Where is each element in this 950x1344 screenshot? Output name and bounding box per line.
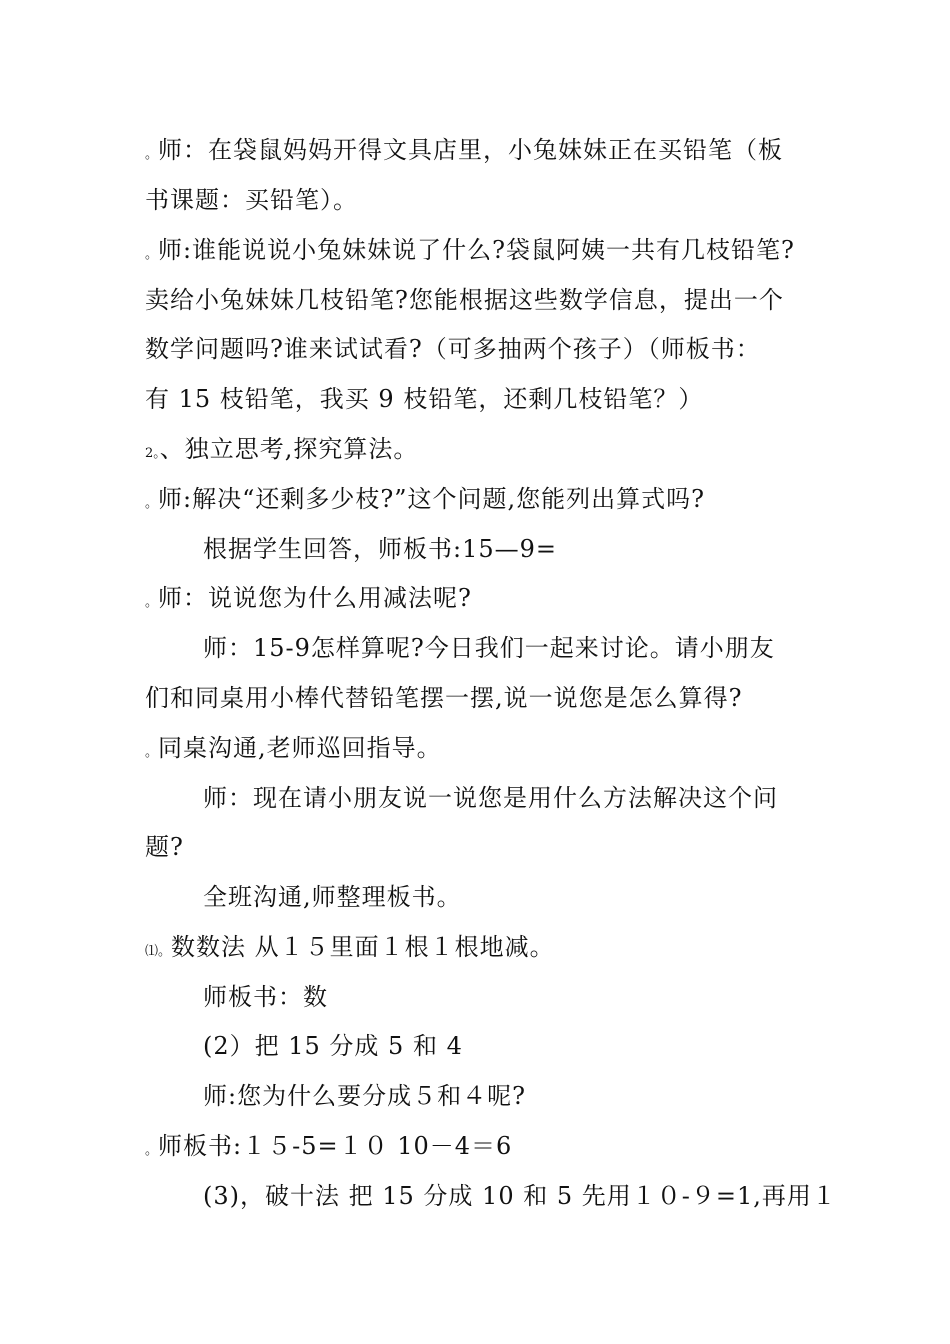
text-line: [145, 235, 815, 270]
text-line: [145, 683, 815, 718]
text-line: [203, 882, 873, 917]
line-text: 全班沟通,师整理板书。: [203, 883, 462, 911]
text-line: [203, 1181, 873, 1216]
text-line: [203, 982, 873, 1017]
list-marker: 。: [145, 147, 159, 162]
text-line: [203, 783, 873, 818]
line-text: 根据学生回答，师板书:15—9=: [203, 535, 558, 563]
text-line: [203, 1081, 873, 1116]
text-line: [203, 1031, 873, 1066]
section-heading: [145, 434, 815, 469]
text-line: [145, 135, 815, 170]
text-line: [145, 334, 815, 369]
line-text: 有 15 枝铅笔，我买 9 枝铅笔，还剩几枝铅笔？）: [145, 385, 704, 413]
list-marker: ⑴。: [145, 944, 172, 959]
line-text: 数学问题吗?谁来试试看?（可多抽两个孩子）（师板书：: [145, 335, 761, 363]
line-text: 数数法 从１５里面１根１根地减。: [171, 933, 555, 961]
line-text: 师：15-9怎样算呢?今日我们一起来讨论。请小朋友: [203, 634, 775, 662]
list-marker: 。: [145, 595, 159, 610]
line-text: 师:谁能说说小兔妹妹说了什么?袋鼠阿姨一共有几枝铅笔?: [158, 236, 795, 264]
list-marker: 。: [145, 745, 159, 760]
line-text: 书课题：买铅笔）。: [145, 186, 358, 214]
line-text: 师：说说您为什么用减法呢?: [158, 584, 472, 612]
list-marker: 。: [145, 247, 159, 262]
line-text: 师：在袋鼠妈妈开得文具店里，小兔妹妹正在买铅笔（板: [158, 136, 784, 164]
line-text: 们和同桌用小棒代替铅笔摆一摆,说一说您是怎么算得?: [145, 684, 743, 712]
line-text: 题?: [145, 833, 184, 861]
list-marker: 2。: [145, 446, 160, 461]
line-text: 卖给小兔妹妹几枝铅笔?您能根据这些数学信息，提出一个: [145, 286, 784, 314]
line-text: 师：现在请小朋友说一说您是用什么方法解决这个问: [203, 784, 778, 812]
line-text: 、独立思考,探究算法。: [159, 435, 419, 463]
line-text: 师板书:１５-5=１０ 10－4＝6: [158, 1132, 513, 1160]
text-line: [145, 932, 815, 967]
line-text: 师板书：数: [203, 983, 328, 1011]
text-line: [145, 1131, 815, 1166]
text-line: [145, 484, 815, 519]
line-text: 师:解决“还剩多少枝?”这个问题,您能列出算式吗?: [158, 485, 706, 513]
text-line: [145, 285, 815, 320]
text-line: [145, 832, 815, 867]
text-line: [145, 583, 815, 618]
text-line: [145, 185, 815, 220]
text-line: [203, 633, 873, 668]
line-text: 同桌沟通,老师巡回指导。: [158, 734, 442, 762]
line-text: (2）把 15 分成 5 和 4: [203, 1032, 463, 1060]
text-line: [145, 384, 815, 419]
text-line: [145, 733, 815, 768]
list-marker: 。: [145, 496, 159, 511]
text-line: [203, 534, 873, 569]
line-text: 师:您为什么要分成５和４呢?: [203, 1082, 526, 1110]
line-text: (3)，破十法 把 15 分成 10 和 5 先用１０-９=1,再用１: [203, 1182, 837, 1210]
list-marker: 。: [145, 1143, 159, 1158]
